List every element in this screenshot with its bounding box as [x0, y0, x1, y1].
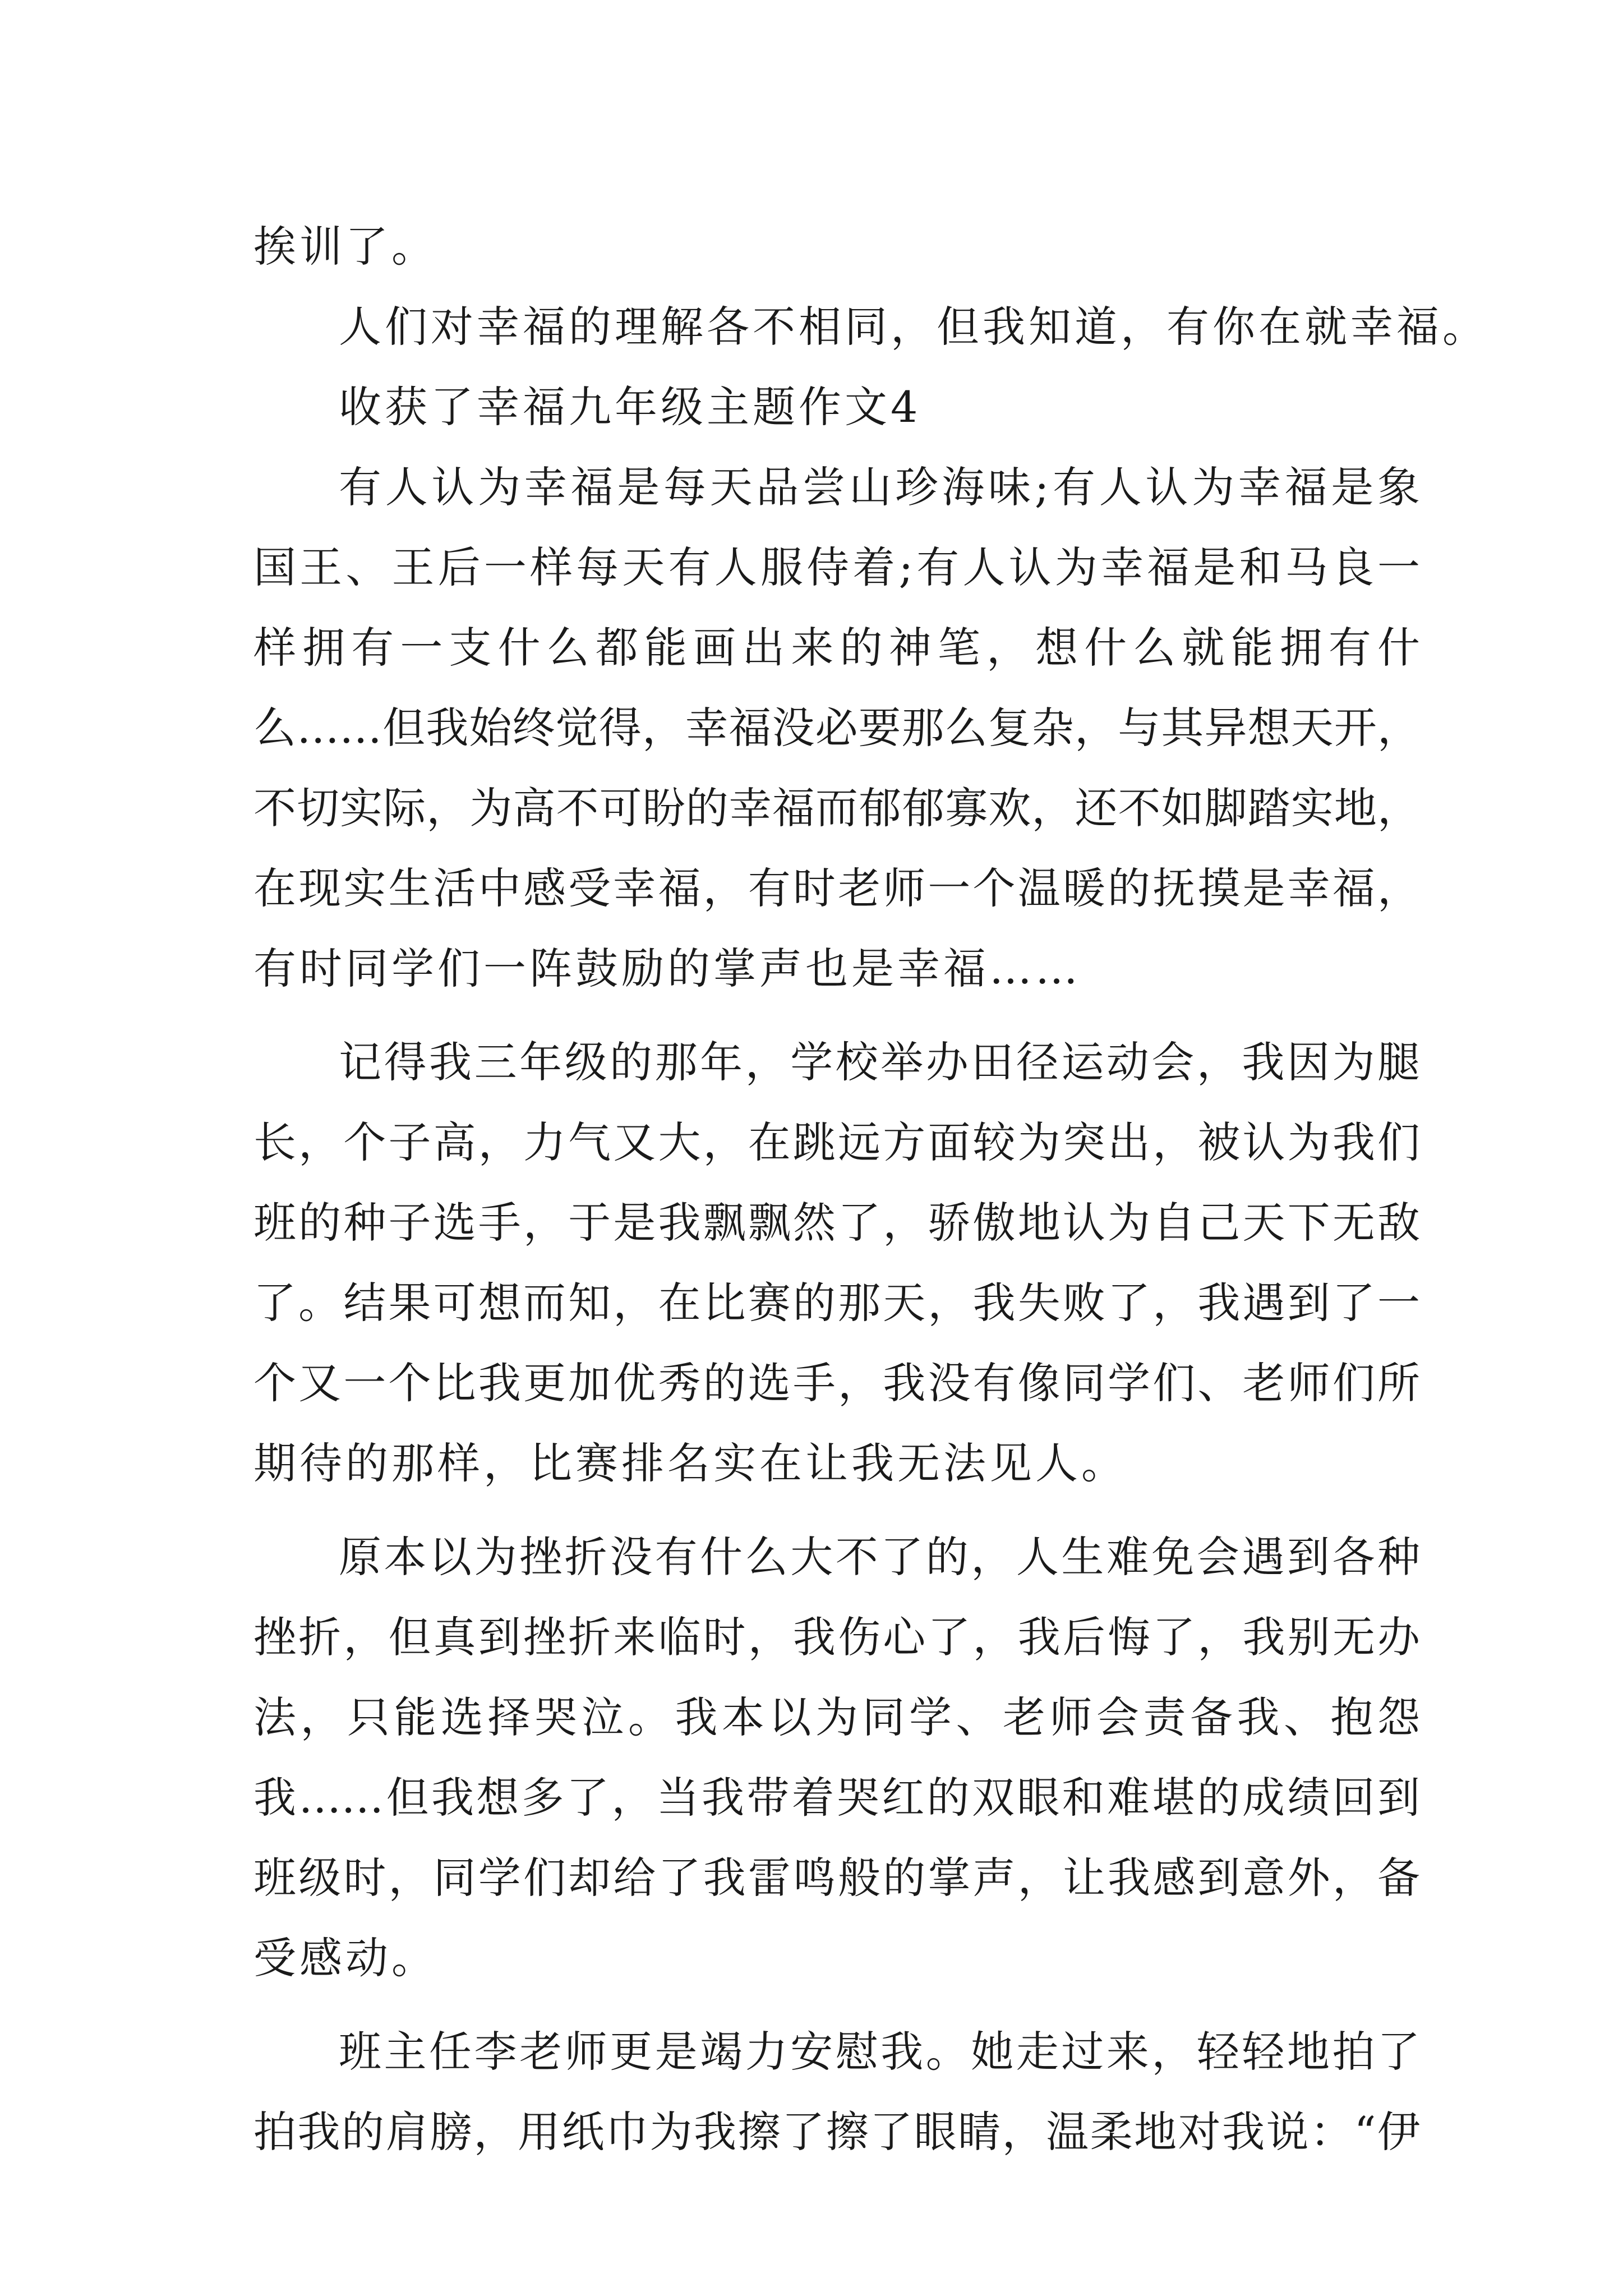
text-line: 原本以为挫折没有什么大不了的，人生难免会遇到各种 — [339, 1532, 1420, 1582]
text-line: 人们对幸福的理解各不相同，但我知道，有你在就幸福。 — [339, 302, 1488, 352]
text-line: 拍我的肩膀，用纸巾为我擦了擦了眼睛，温柔地对我说：“伊 — [253, 2107, 1420, 2157]
text-line: 不切实际，为高不可盼的幸福而郁郁寡欢，还不如脚踏实地， — [253, 783, 1420, 833]
text-line: 法，只能选择哭泣。我本以为同学、老师会责备我、抱怨 — [253, 1692, 1420, 1742]
text-line: 了。结果可想而知，在比赛的那天，我失败了，我遇到了一 — [253, 1278, 1420, 1328]
essay-body — [253, 206, 1488, 2172]
text-line: 班主任李老师更是竭力安慰我。她走过来，轻轻地拍了 — [339, 2027, 1420, 2077]
text-line: 在现实生活中感受幸福，有时老师一个温暖的抚摸是幸福， — [253, 863, 1420, 913]
text-line: 我……但我想多了，当我带着哭红的双眼和难堪的成绩回到 — [253, 1773, 1420, 1823]
text-line: 班级时，同学们却给了我雷鸣般的掌声，让我感到意外，备 — [253, 1853, 1420, 1903]
text-line: 长，个子高，力气又大，在跳远方面较为突出，被认为我们 — [253, 1117, 1420, 1167]
text-line: 班的种子选手，于是我飘飘然了，骄傲地认为自己天下无敌 — [253, 1198, 1420, 1248]
text-line: 样拥有一支什么都能画出来的神笔，想什么就能拥有什 — [253, 623, 1420, 673]
essay-title: 收获了幸福九年级主题作文4 — [339, 382, 921, 432]
text-line: 有人认为幸福是每天品尝山珍海味;有人认为幸福是象 — [339, 462, 1420, 512]
text-line: 期待的那样，比赛排名实在让我无法见人。 — [253, 1438, 1127, 1488]
text-line: 挫折，但真到挫折来临时，我伤心了，我后悔了，我别无办 — [253, 1612, 1420, 1662]
text-line: 挨训了。 — [253, 222, 437, 272]
text-line: 个又一个比我更加优秀的选手，我没有像同学们、老师们所 — [253, 1358, 1420, 1408]
text-line: 有时同学们一阵鼓励的掌声也是幸福…… — [253, 944, 1081, 993]
text-line: 记得我三年级的那年，学校举办田径运动会，我因为腿 — [339, 1037, 1420, 1087]
text-line: 国王、王后一样每天有人服侍着;有人认为幸福是和马良一 — [253, 542, 1420, 592]
text-line: 受感动。 — [253, 1933, 437, 1983]
text-line: 么……但我始终觉得，幸福没必要那么复杂，与其异想天开， — [253, 703, 1420, 753]
